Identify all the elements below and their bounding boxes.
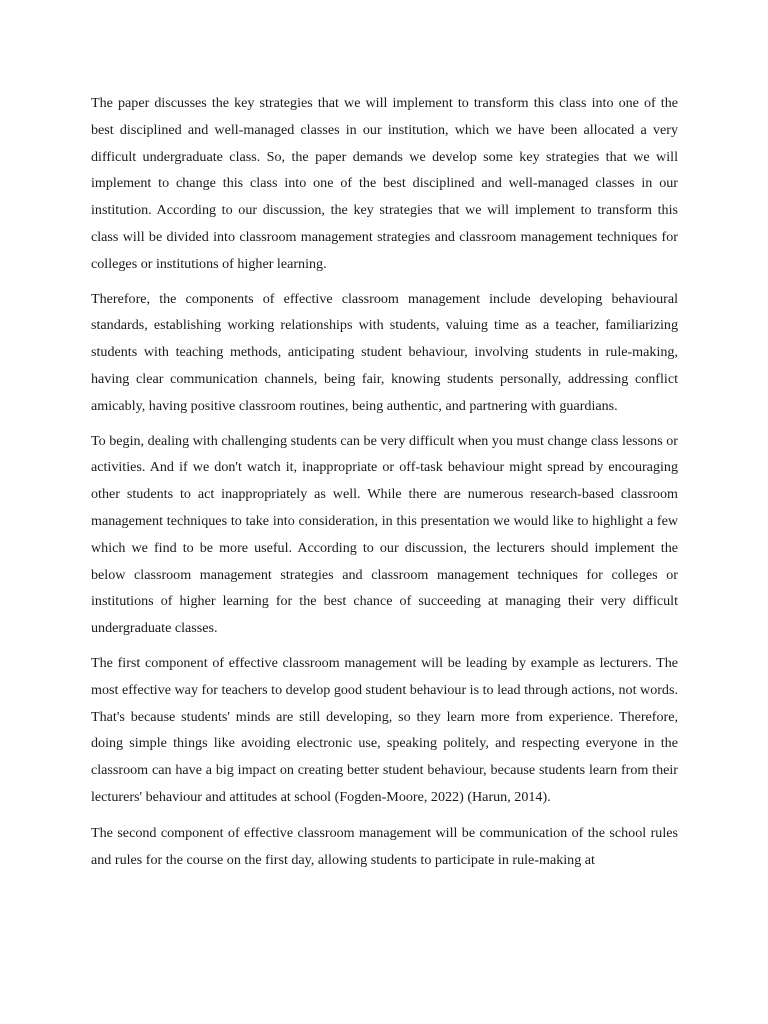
paragraph-components: Therefore, the components of effective classroom management include developing behavioural standards, establishing working relationships with students, valuing time as a teacher, familiarizing students with teaching methods, anticipating student behaviour, involving students in rule-making, having clear communication channels, being fair, knowing students personally, addressing conflict amicably, having positive classroom routines, being authentic, and partnering with guardians.	[91, 290, 678, 414]
document-body	[91, 90, 678, 881]
paragraph-leading-by-example: The first component of effective classroom management will be leading by example as lecturers. The most effective way for teachers to develop good student behaviour is to lead through actions, not words. That's because students' minds are still developing, so they learn more from experience. Therefore, doing simple things like avoiding electronic use, speaking politely, and respecting everyone in the classroom can have a big impact on creating better student behaviour, because students learn from their lecturers' behaviour and attitudes at school (Fogden-Moore, 2022) (Harun, 2014).	[91, 654, 678, 805]
paragraph-challenging-students: To begin, dealing with challenging students can be very difficult when you must change class lessons or activities. And if we don't watch it, inappropriate or off-task behaviour might spread by encouraging other students to act inappropriately as well. While there are numerous research-based classroom management techniques to take into consideration, in this presentation we would like to highlight a few which we find to be more useful. According to our discussion, the lecturers should implement the below classroom management strategies and classroom management techniques for colleges or institutions of higher learning for the best chance of succeeding at managing their very difficult undergraduate classes.	[91, 432, 678, 637]
paragraph-communication-of-rules: The second component of effective classroom management will be communication of the school rules and rules for the course on the first day, allowing students to participate in rule-making at	[91, 824, 678, 868]
paragraph-introduction: The paper discusses the key strategies that we will implement to transform this class into one of the best disciplined and well-managed classes in our institution, which we have been allocated a very difficult undergraduate class. So, the paper demands we develop some key strategies that we will implement to change this class into one of the best disciplined and well-managed classes in our institution. According to our discussion, the key strategies that we will implement to transform this class will be divided into classroom management strategies and classroom management techniques for colleges or institutions of higher learning.	[91, 95, 678, 272]
